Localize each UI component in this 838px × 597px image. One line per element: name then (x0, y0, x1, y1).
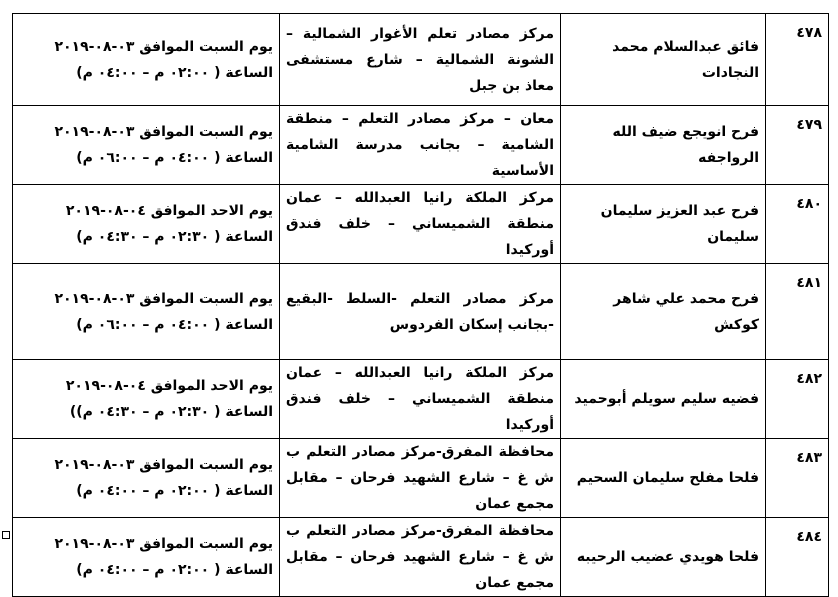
exam-datetime (13, 360, 280, 439)
exam-date: يوم السبت الموافق ٠٣-٠٨-٢٠١٩ (54, 124, 273, 140)
exam-date: يوم السبت الموافق ٠٣-٠٨-٢٠١٩ (54, 536, 273, 552)
exam-time: الساعة ( ٠٤:٠٠ م – ٠٦:٠٠ م) (76, 150, 273, 166)
table-row (13, 439, 829, 518)
exam-datetime (13, 185, 280, 264)
exam-datetime (13, 264, 280, 360)
table-row (13, 264, 829, 360)
exam-time: الساعة ( ٠٢:٣٠ م – ٠٤:٣٠ م)) (69, 404, 273, 420)
exam-time: الساعة ( ٠٢:٠٠ م – ٠٤:٠٠ م) (76, 64, 273, 81)
person-name: فلحا مفلح سليمان السحيم (561, 439, 766, 518)
exam-time: الساعة ( ٠٢:٠٠ م – ٠٤:٠٠ م) (76, 562, 273, 578)
row-number: ٤٨٠ (766, 185, 829, 264)
exam-time: الساعة ( ٠٤:٠٠ م – ٠٦:٠٠ م) (76, 316, 273, 333)
row-number: ٤٧٩ (766, 106, 829, 185)
exam-location: مركز الملكة رانيا العبدالله – عمان منطقة الشميساني – خلف فندق أوركيدا (280, 360, 561, 439)
exam-date: يوم الاحد الموافق ٠٤-٠٨-٢٠١٩ (65, 203, 273, 219)
row-number: ٤٨١ (766, 264, 829, 360)
person-name: فضيه سليم سويلم أبوحميد (561, 360, 766, 439)
exam-date: يوم السبت الموافق ٠٣-٠٨-٢٠١٩ (54, 290, 273, 307)
exam-time: الساعة ( ٠٢:٣٠ م – ٠٤:٣٠ م) (76, 229, 273, 245)
schedule-table (12, 13, 829, 597)
table-resize-handle[interactable] (2, 531, 10, 539)
exam-date: يوم السبت الموافق ٠٣-٠٨-٢٠١٩ (54, 38, 273, 55)
person-name: فائق عبدالسلام محمد النجادات (561, 14, 766, 106)
table-row (13, 14, 829, 106)
table-row (13, 185, 829, 264)
exam-date: يوم السبت الموافق ٠٣-٠٨-٢٠١٩ (54, 457, 273, 473)
exam-datetime (13, 106, 280, 185)
exam-datetime (13, 439, 280, 518)
person-name: فرح محمد علي شاهر كوكش (561, 264, 766, 360)
table-row (13, 106, 829, 185)
exam-location: مركز مصادر تعلم الأغوار الشمالية – الشونة الشمالية – شارع مستشفى معاذ بن جبل (280, 14, 561, 106)
exam-location: معان – مركز مصادر التعلم – منطقة الشامية – بجانب مدرسة الشامية الأساسية (280, 106, 561, 185)
person-name: فلحا هويدي عضيب الرحيبه (561, 518, 766, 597)
exam-location: محافظة المفرق-مركز مصادر التعلم ب ش غ – شارع الشهيد فرحان – مقابل مجمع عمان (280, 518, 561, 597)
exam-time: الساعة ( ٠٢:٠٠ م – ٠٤:٠٠ م) (76, 483, 273, 499)
row-number: ٤٨٤ (766, 518, 829, 597)
exam-location: مركز مصادر التعلم -السلط -البقيع -بجانب إسكان الفردوس (280, 264, 561, 360)
person-name: فرح عبد العزيز سليمان سليمان (561, 185, 766, 264)
exam-location: مركز الملكة رانيا العبدالله – عمان منطقة الشميساني – خلف فندق أوركيدا (280, 185, 561, 264)
exam-location: محافظة المفرق-مركز مصادر التعلم ب ش غ – شارع الشهيد فرحان – مقابل مجمع عمان (280, 439, 561, 518)
person-name: فرح انويجع ضيف الله الرواجفه (561, 106, 766, 185)
exam-datetime (13, 518, 280, 597)
table-row (13, 518, 829, 597)
exam-datetime (13, 14, 280, 106)
exam-date: يوم الاحد الموافق ٠٤-٠٨-٢٠١٩ (65, 378, 273, 394)
row-number: ٤٨٣ (766, 439, 829, 518)
row-number: ٤٧٨ (766, 14, 829, 106)
row-number: ٤٨٢ (766, 360, 829, 439)
table-row (13, 360, 829, 439)
